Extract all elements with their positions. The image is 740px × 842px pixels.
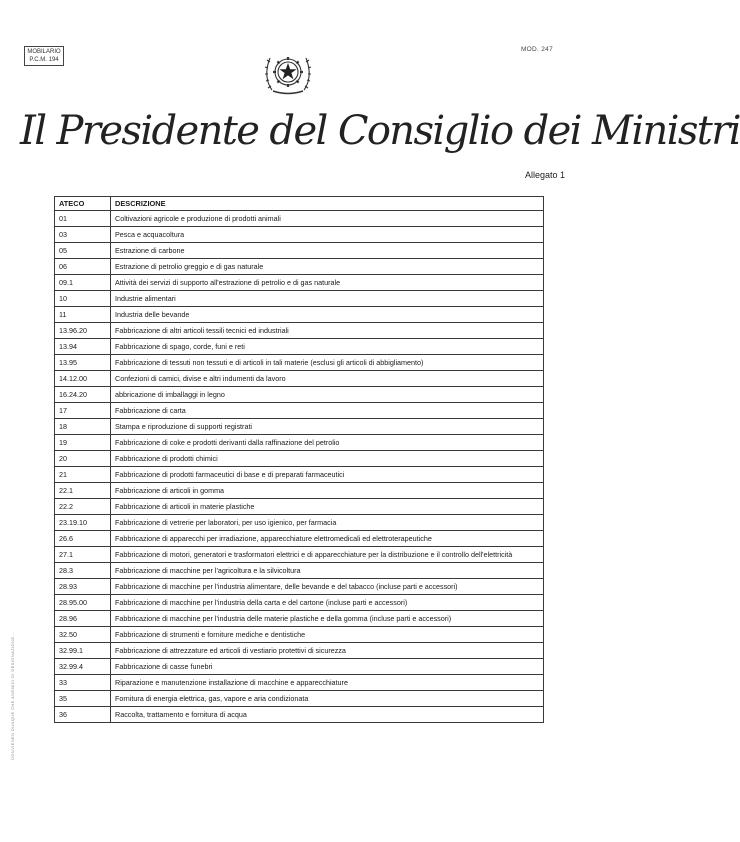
republic-emblem-icon xyxy=(263,46,313,98)
ateco-code-cell: 28.3 xyxy=(55,563,111,579)
table-row xyxy=(55,339,544,355)
description-cell: Fabbricazione di coke e prodotti derivanti dalla raffinazione del petrolio xyxy=(111,435,544,451)
ateco-table xyxy=(54,196,544,723)
ateco-code-cell: 06 xyxy=(55,259,111,275)
table-row xyxy=(55,307,544,323)
table-row xyxy=(55,675,544,691)
description-cell: Fornitura di energia elettrica, gas, vapore e aria condizionata xyxy=(111,691,544,707)
table-row xyxy=(55,659,544,675)
table-row xyxy=(55,387,544,403)
description-cell: Fabbricazione di casse funebri xyxy=(111,659,544,675)
description-cell: Riparazione e manutenzione installazione di macchine e apparecchiature xyxy=(111,675,544,691)
description-cell: Fabbricazione di macchine per l'agricoltura e la silvicoltura xyxy=(111,563,544,579)
table-row xyxy=(55,355,544,371)
ateco-code-cell: 36 xyxy=(55,707,111,723)
description-cell: Fabbricazione di vetrerie per laboratori, per uso igienico, per farmacia xyxy=(111,515,544,531)
ateco-code-cell: 32.99.1 xyxy=(55,643,111,659)
description-cell: Fabbricazione di strumenti e forniture mediche e dentistiche xyxy=(111,627,544,643)
description-cell: Industrie alimentari xyxy=(111,291,544,307)
table-row xyxy=(55,403,544,419)
ateco-code-cell: 32.50 xyxy=(55,627,111,643)
table-row xyxy=(55,611,544,627)
ateco-code-cell: 32.99.4 xyxy=(55,659,111,675)
table-row xyxy=(55,467,544,483)
mod-code: MOD. 247 xyxy=(520,46,553,53)
table-row xyxy=(55,323,544,339)
table-row xyxy=(55,515,544,531)
ateco-code-cell: 05 xyxy=(55,243,111,259)
description-cell: Confezioni di camici, divise e altri indumenti da lavoro xyxy=(111,371,544,387)
table-row xyxy=(55,371,544,387)
table-row xyxy=(55,547,544,563)
table-row xyxy=(55,259,544,275)
ateco-code-cell: 28.93 xyxy=(55,579,111,595)
table-row xyxy=(55,435,544,451)
description-cell: Fabbricazione di prodotti farmaceutici di base e di preparati farmaceutici xyxy=(111,467,544,483)
ateco-code-cell: 19 xyxy=(55,435,111,451)
description-cell: Coltivazioni agricole e produzione di prodotti animali xyxy=(111,211,544,227)
attachment-label: Allegato 1 xyxy=(524,170,565,180)
ateco-code-cell: 22.1 xyxy=(55,483,111,499)
table-row xyxy=(55,451,544,467)
description-cell: Industria delle bevande xyxy=(111,307,544,323)
description-cell: Fabbricazione di altri articoli tessili tecnici ed industriali xyxy=(111,323,544,339)
table-row xyxy=(55,499,544,515)
table-body xyxy=(55,211,544,723)
description-cell: Fabbricazione di motori, generatori e trasformatori elettrici e di apparecchiature per la distribuzione e il controllo dell'elettricità xyxy=(111,547,544,563)
ateco-code-cell: 18 xyxy=(55,419,111,435)
page-title: Il Presidente del Consiglio dei Ministri xyxy=(20,108,740,154)
ateco-code-cell: 23.19.10 xyxy=(55,515,111,531)
description-cell: Pesca e acquacoltura xyxy=(111,227,544,243)
description-cell: Estrazione di petrolio greggio e di gas naturale xyxy=(111,259,544,275)
table-row xyxy=(55,211,544,227)
description-cell: Fabbricazione di articoli in gomma xyxy=(111,483,544,499)
table-row xyxy=(55,707,544,723)
description-cell: Fabbricazione di macchine per l'industria delle materie plastiche e della gomma (incluse parti e accessori) xyxy=(111,611,544,627)
column-header-descrizione: DESCRIZIONE xyxy=(111,197,544,211)
table-row xyxy=(55,275,544,291)
description-cell: abbricazione di imballaggi in legno xyxy=(111,387,544,403)
table-row xyxy=(55,291,544,307)
ateco-code-cell: 28.96 xyxy=(55,611,111,627)
ateco-code-cell: 09.1 xyxy=(55,275,111,291)
ateco-code-cell: 11 xyxy=(55,307,111,323)
ateco-code-cell: 20 xyxy=(55,451,111,467)
ateco-code-cell: 13.95 xyxy=(55,355,111,371)
mod-box-line-2: P.C.M. 194 xyxy=(29,57,59,63)
ateco-code-cell: 33 xyxy=(55,675,111,691)
table-row xyxy=(55,563,544,579)
description-cell: Fabbricazione di macchine per l'industria alimentare, delle bevande e del tabacco (incluse parti e accessori) xyxy=(111,579,544,595)
ateco-code-cell: 22.2 xyxy=(55,499,111,515)
description-cell: Estrazione di carbone xyxy=(111,243,544,259)
mod-box-stamp xyxy=(24,46,64,66)
ateco-code-cell: 28.95.00 xyxy=(55,595,111,611)
ateco-code-cell: 13.96.20 xyxy=(55,323,111,339)
description-cell: Fabbricazione di macchine per l'industria della carta e del cartone (incluse parti e accessori) xyxy=(111,595,544,611)
ateco-code-cell: 21 xyxy=(55,467,111,483)
description-cell: Stampa e riproduzione di supporti registrati xyxy=(111,419,544,435)
table-row xyxy=(55,595,544,611)
ateco-code-cell: 17 xyxy=(55,403,111,419)
ateco-code-cell: 16.24.20 xyxy=(55,387,111,403)
table-header-row xyxy=(55,197,544,211)
description-cell: Fabbricazione di articoli in materie plastiche xyxy=(111,499,544,515)
description-cell: Fabbricazione di attrezzature ed articoli di vestiario protettivi di sicurezza xyxy=(111,643,544,659)
description-cell: Fabbricazione di carta xyxy=(111,403,544,419)
ateco-code-cell: 10 xyxy=(55,291,111,307)
description-cell: Fabbricazione di prodotti chimici xyxy=(111,451,544,467)
side-note: CONVIENEN DUNQUE CHE ANEMICI DI DESIGNAZIONE... xyxy=(10,632,15,760)
table-row xyxy=(55,531,544,547)
column-header-ateco: ATECO xyxy=(55,197,111,211)
table-row xyxy=(55,483,544,499)
ateco-code-cell: 35 xyxy=(55,691,111,707)
table-row xyxy=(55,579,544,595)
table-row xyxy=(55,419,544,435)
ateco-code-cell: 03 xyxy=(55,227,111,243)
ateco-code-cell: 13.94 xyxy=(55,339,111,355)
table-row xyxy=(55,227,544,243)
description-cell: Raccolta, trattamento e fornitura di acqua xyxy=(111,707,544,723)
ateco-code-cell: 14.12.00 xyxy=(55,371,111,387)
table-row xyxy=(55,691,544,707)
description-cell: Fabbricazione di spago, corde, funi e reti xyxy=(111,339,544,355)
table-row xyxy=(55,643,544,659)
mod-box-line-1: MOBILARIO xyxy=(27,49,61,55)
description-cell: Fabbricazione di tessuti non tessuti e di articoli in tali materie (esclusi gli articoli di abbigliamento) xyxy=(111,355,544,371)
ateco-code-cell: 26.6 xyxy=(55,531,111,547)
description-cell: Attività dei servizi di supporto all'estrazione di petrolio e di gas naturale xyxy=(111,275,544,291)
table-row xyxy=(55,243,544,259)
description-cell: Fabbricazione di apparecchi per irradiazione, apparecchiature elettromedicali ed elettroterapeutiche xyxy=(111,531,544,547)
ateco-code-cell: 01 xyxy=(55,211,111,227)
ateco-code-cell: 27.1 xyxy=(55,547,111,563)
table-row xyxy=(55,627,544,643)
